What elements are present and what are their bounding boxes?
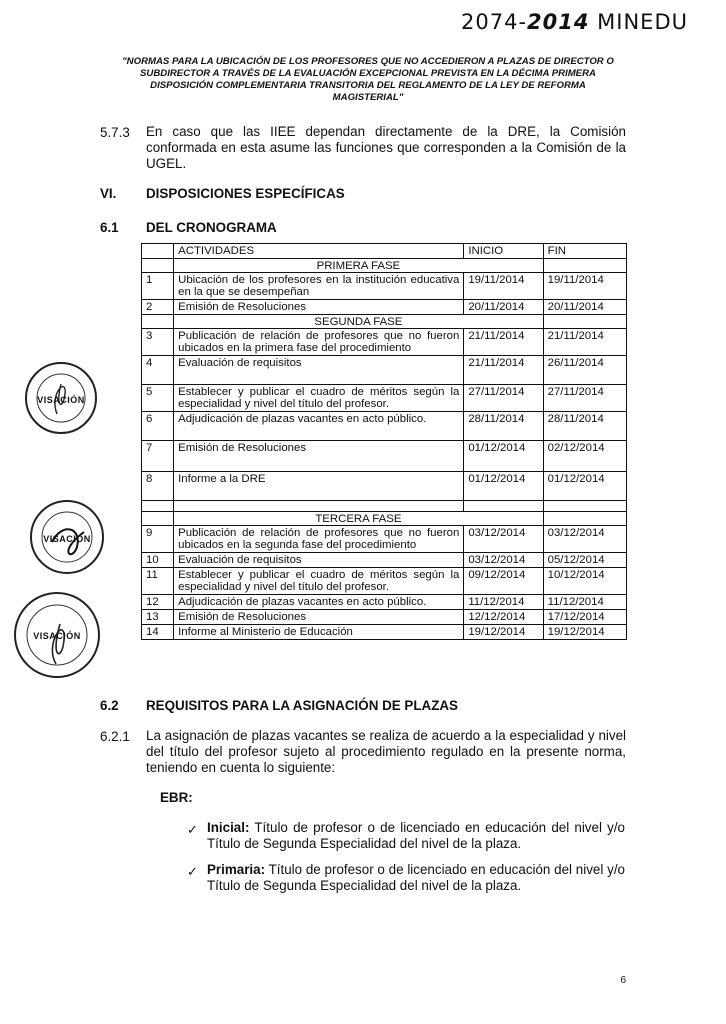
activity-cell: Adjudicación de plazas vacantes en acto público.	[174, 412, 464, 441]
end-date-cell: 28/11/2014	[543, 412, 626, 441]
activity-cell: Emisión de Resoluciones	[174, 441, 464, 472]
activity-cell: Emisión de Resoluciones	[174, 610, 464, 625]
schedule-table	[141, 243, 627, 640]
checkmark-icon: ✓	[187, 822, 198, 837]
start-date-cell: 20/11/2014	[464, 300, 543, 315]
table-header-row	[142, 244, 627, 259]
table-row	[142, 526, 627, 553]
table-row	[142, 356, 627, 385]
start-date-cell: 19/11/2014	[464, 273, 543, 300]
activity-cell: Informe a la DRE	[174, 472, 464, 501]
end-date-cell: 26/11/2014	[543, 356, 626, 385]
start-date-cell: 21/11/2014	[464, 356, 543, 385]
activity-cell: Emisión de Resoluciones	[174, 300, 464, 315]
activity-cell: Establecer y publicar el cuadro de méritos según la especialidad y nivel del título del profesor.	[174, 385, 464, 412]
table-row	[142, 625, 627, 640]
row-number: 4	[142, 356, 174, 385]
section-number: 6.2	[100, 698, 119, 713]
seal-label: VISACIÓN	[33, 630, 81, 641]
row-number: 12	[142, 595, 174, 610]
row-number: 2	[142, 300, 174, 315]
end-date-cell: 19/11/2014	[543, 273, 626, 300]
start-date-cell: 03/12/2014	[464, 526, 543, 553]
end-date-cell: 01/12/2014	[543, 472, 626, 501]
section-heading: DEL CRONOGRAMA	[146, 220, 277, 235]
table-row	[142, 441, 627, 472]
table-row	[142, 412, 627, 441]
visacion-seal-icon	[14, 592, 100, 678]
visacion-seal-icon	[25, 362, 97, 434]
table-cell	[543, 512, 626, 526]
table-row	[142, 568, 627, 595]
table-row	[142, 595, 627, 610]
title-line: SUBDIRECTOR A TRAVÉS DE LA EVALUACIÓN EXCEPCIONAL PREVISTA EN LA DÉCIMA PRIMERA	[140, 68, 596, 79]
end-date-cell: 03/12/2014	[543, 526, 626, 553]
checkmark-icon: ✓	[187, 864, 198, 879]
phase-row	[142, 512, 627, 526]
section-number: 5.7.3	[100, 125, 130, 140]
table-cell	[464, 501, 543, 512]
activity-cell: Evaluación de requisitos	[174, 356, 464, 385]
section-number: 6.1	[100, 220, 119, 235]
table-header-cell: ACTIVIDADES	[174, 244, 464, 259]
table-header-cell	[142, 244, 174, 259]
activity-cell: Adjudicación de plazas vacantes en acto público.	[174, 595, 464, 610]
document-title	[98, 56, 638, 104]
table-header-cell: INICIO	[464, 244, 543, 259]
section-621-text: La asignación de plazas vacantes se realiza de acuerdo a la especialidad y nivel del título del profesor sujeto al procedimiento regulado en la presente norma, teniendo en cuenta lo siguiente:	[146, 728, 626, 775]
row-number: 1	[142, 273, 174, 300]
end-date-cell: 10/12/2014	[543, 568, 626, 595]
table-row	[142, 300, 627, 315]
row-number: 6	[142, 412, 174, 441]
title-line: "NORMAS PARA LA UBICACIÓN DE LOS PROFESORES QUE NO ACCEDIERON A PLAZAS DE DIRECTOR O	[122, 56, 614, 67]
row-number: 7	[142, 441, 174, 472]
table-row	[142, 329, 627, 356]
table-row	[142, 610, 627, 625]
activity-cell: Publicación de relación de profesores que no fueron ubicados en la primera fase del procedimiento	[174, 329, 464, 356]
section-number: 6.2.1	[100, 729, 130, 744]
ebr-item-primaria	[207, 862, 625, 894]
activity-cell: Evaluación de requisitos	[174, 553, 464, 568]
start-date-cell: 28/11/2014	[464, 412, 543, 441]
end-date-cell: 02/12/2014	[543, 441, 626, 472]
table-cell	[543, 315, 626, 329]
end-date-cell: 11/12/2014	[543, 595, 626, 610]
end-date-cell: 19/12/2014	[543, 625, 626, 640]
end-date-cell: 05/12/2014	[543, 553, 626, 568]
row-number: 3	[142, 329, 174, 356]
document-code-handwritten: 2014	[527, 10, 590, 34]
table-row	[142, 385, 627, 412]
table-cell	[174, 501, 464, 512]
start-date-cell: 11/12/2014	[464, 595, 543, 610]
table-cell	[142, 259, 174, 273]
section-573-text: En caso que las IIEE dependan directamente de la DRE, la Comisión conformada en esta asume las funciones que corresponden a la Comisión de la UGEL.	[146, 124, 626, 171]
section-heading: REQUISITOS PARA LA ASIGNACIÓN DE PLAZAS	[146, 698, 458, 713]
table-row	[142, 273, 627, 300]
table-cell	[142, 512, 174, 526]
phase-label: PRIMERA FASE	[174, 259, 544, 273]
ebr-item-term: Inicial:	[207, 820, 250, 835]
start-date-cell: 19/12/2014	[464, 625, 543, 640]
table-cell	[543, 259, 626, 273]
row-number: 5	[142, 385, 174, 412]
row-number: 10	[142, 553, 174, 568]
ebr-item-text: Título de profesor o de licenciado en educación del nivel y/o Título de Segunda Especialidad del nivel de la plaza.	[207, 820, 625, 851]
visacion-seal-icon	[30, 500, 104, 574]
end-date-cell: 20/11/2014	[543, 300, 626, 315]
row-number: 14	[142, 625, 174, 640]
document-code-typed-start: 2074-	[461, 10, 528, 34]
ebr-label: EBR:	[160, 790, 193, 805]
seal-label: VISACIÓN	[37, 394, 85, 405]
title-line: DISPOSICIÓN COMPLEMENTARIA TRANSITORIA DEL REGLAMENTO DE LA LEY DE REFORMA	[150, 80, 586, 91]
document-code	[461, 10, 688, 34]
row-number: 9	[142, 526, 174, 553]
table-cell	[142, 315, 174, 329]
table-row	[142, 553, 627, 568]
start-date-cell: 01/12/2014	[464, 472, 543, 501]
start-date-cell: 09/12/2014	[464, 568, 543, 595]
table-cell	[142, 501, 174, 512]
section-number: VI.	[100, 186, 117, 201]
start-date-cell: 03/12/2014	[464, 553, 543, 568]
activity-cell: Ubicación de los profesores en la institución educativa en la que se desempeñan	[174, 273, 464, 300]
end-date-cell: 27/11/2014	[543, 385, 626, 412]
ebr-item-term: Primaria:	[207, 862, 266, 877]
activity-cell: Informe al Ministerio de Educación	[174, 625, 464, 640]
start-date-cell: 12/12/2014	[464, 610, 543, 625]
table-header-cell: FIN	[543, 244, 626, 259]
table-cell	[543, 501, 626, 512]
row-number: 11	[142, 568, 174, 595]
activity-cell: Publicación de relación de profesores que no fueron ubicados en la segunda fase del procedimiento	[174, 526, 464, 553]
row-number: 13	[142, 610, 174, 625]
spacer-row	[142, 501, 627, 512]
phase-label: SEGUNDA FASE	[174, 315, 544, 329]
phase-row	[142, 315, 627, 329]
section-heading: DISPOSICIONES ESPECÍFICAS	[146, 186, 345, 201]
page-number: 6	[620, 975, 626, 986]
activity-cell: Establecer y publicar el cuadro de méritos según la especialidad y nivel del título del profesor.	[174, 568, 464, 595]
start-date-cell: 21/11/2014	[464, 329, 543, 356]
row-number: 8	[142, 472, 174, 501]
document-code-typed-end: MINEDU	[589, 10, 688, 34]
phase-row	[142, 259, 627, 273]
seal-label: VISACIÓN	[43, 533, 91, 544]
phase-label: TERCERA FASE	[174, 512, 544, 526]
title-line: MAGISTERIAL"	[332, 92, 404, 103]
ebr-item-inicial	[207, 820, 625, 852]
ebr-item-text: Título de profesor o de licenciado en educación del nivel y/o Título de Segunda Especialidad del nivel de la plaza.	[207, 862, 625, 893]
end-date-cell: 17/12/2014	[543, 610, 626, 625]
start-date-cell: 01/12/2014	[464, 441, 543, 472]
start-date-cell: 27/11/2014	[464, 385, 543, 412]
table-row	[142, 472, 627, 501]
end-date-cell: 21/11/2014	[543, 329, 626, 356]
